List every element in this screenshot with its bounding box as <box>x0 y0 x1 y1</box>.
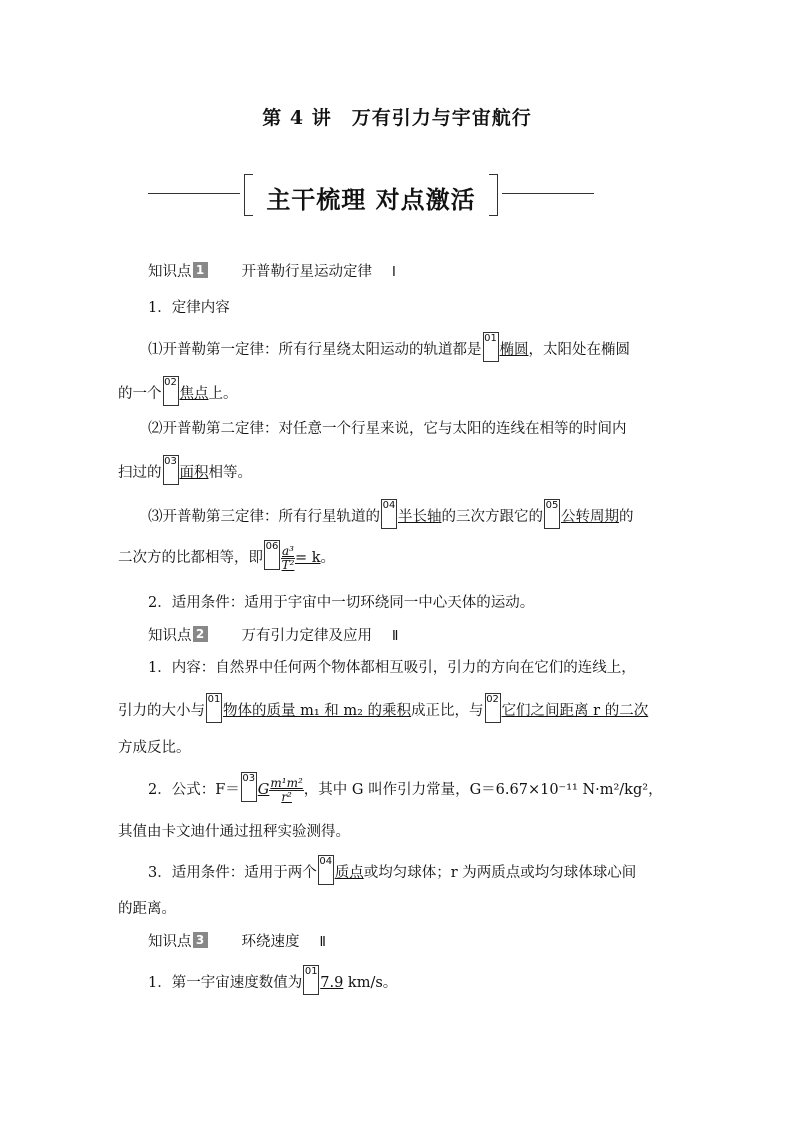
text: ，太阳处在椭圆 <box>528 342 630 358</box>
kp1-law1-line2 <box>118 376 676 406</box>
kp2-heading <box>148 624 676 645</box>
blank-number: 02 <box>486 694 499 705</box>
section-banner <box>148 172 594 218</box>
answer-blank <box>206 693 222 723</box>
blank-number: 04 <box>382 500 396 511</box>
banner-text: 主干梳理 对点激活 <box>266 185 476 214</box>
kp3-item1 <box>148 965 676 995</box>
text: 引力的大小与 <box>118 703 205 719</box>
text: 扫过的 <box>118 465 162 481</box>
kp2-formula-note: 其值由卡文迪什通过扭秤实验测得。 <box>118 824 350 840</box>
kp1-law1-line1 <box>148 332 676 362</box>
fraction-denominator: T² <box>281 557 295 572</box>
answer-blank <box>264 540 280 570</box>
answer-text: 质点 <box>334 865 364 881</box>
formula-fraction <box>281 545 295 572</box>
kp-label: 知识点 <box>148 264 192 280</box>
text: 成正比，与 <box>411 703 484 719</box>
kp-level: Ⅰ <box>392 265 396 280</box>
answer-text: 面积 <box>179 465 209 481</box>
kp1-law3-line1 <box>148 499 676 529</box>
answer-text: 物体的质量 m₁ 和 m₂ 的乘积 <box>223 703 412 719</box>
kp-title: 万有引力定律及应用 <box>241 628 372 644</box>
kp-level: Ⅱ <box>392 629 399 644</box>
blank-number: 03 <box>164 456 177 467</box>
kp2-formula-line <box>148 772 676 804</box>
kp1-law3-line2 <box>118 540 676 572</box>
text: km/s。 <box>343 975 398 991</box>
fraction-numerator: m¹m² <box>270 775 303 790</box>
text: 的一个 <box>118 386 162 402</box>
banner-rule-right <box>502 193 594 194</box>
blank-number: 01 <box>484 333 497 344</box>
text: ⑶开普勒第三定律：所有行星轨道的 <box>148 509 380 525</box>
kp-number-badge: 1 <box>193 262 208 278</box>
blank-number: 06 <box>265 541 279 552</box>
answer-blank <box>483 332 499 362</box>
blank-number: 05 <box>545 500 559 511</box>
kp1-law2-line2 <box>118 455 676 485</box>
text: 的三次方跟它的 <box>441 509 543 525</box>
answer-text: 半长轴 <box>398 509 442 525</box>
kp2-content-line2 <box>118 693 676 723</box>
kp2-content-line1: 1．内容：自然界中任何两个物体都相互吸引，引力的方向在它们的连线上， <box>148 660 636 676</box>
text: 3．适用条件：适用于两个 <box>148 865 317 881</box>
text: 1．第一宇宙速度数值为 <box>148 975 303 991</box>
kp1-law2-line1: ⑵开普勒第二定律：对任意一个行星来说，它与太阳的连线在相等的时间内 <box>148 421 627 437</box>
kp-title: 开普勒行星运动定律 <box>241 264 372 280</box>
kp1-heading <box>148 260 676 281</box>
fraction-numerator: a³ <box>282 543 294 558</box>
answer-blank <box>303 965 319 995</box>
kp-level: Ⅱ <box>319 935 326 950</box>
blank-number: 03 <box>242 773 256 784</box>
answer-text: G <box>257 782 270 798</box>
blank-number: 04 <box>319 856 333 867</box>
kp1-condition: 2．适用条件：适用于宇宙中一切环绕同一中心天体的运动。 <box>148 595 535 611</box>
banner-bracket-right <box>489 174 498 216</box>
kp2-content-line3: 方成反比。 <box>118 740 191 756</box>
answer-blank <box>544 499 560 529</box>
kp-label: 知识点 <box>148 628 192 644</box>
formula-fraction <box>269 777 303 804</box>
kp2-condition-line2: 的距离。 <box>118 901 176 917</box>
answer-text: 公转周期 <box>561 509 619 525</box>
answer-text: 7.9 <box>320 975 344 991</box>
blank-number: 01 <box>304 966 318 977</box>
answer-text: 它们之间距离 r 的二次 <box>501 703 649 719</box>
kp1-item-heading: 1．定律内容 <box>148 300 230 316</box>
text: ⑴开普勒第一定律：所有行星绕太阳运动的轨道都是 <box>148 342 482 358</box>
fraction-denominator: r² <box>281 789 292 804</box>
answer-text: 焦点 <box>179 386 209 402</box>
blank-number: 01 <box>207 694 221 705</box>
answer-blank <box>381 499 397 529</box>
kp3-heading <box>148 930 676 951</box>
answer-blank <box>241 772 257 802</box>
answer-text: 椭圆 <box>499 342 529 358</box>
answer-blank <box>163 376 179 406</box>
text: 上。 <box>208 386 238 402</box>
page-title: 第 4 讲 万有引力与宇宙航行 <box>262 107 532 129</box>
answer-text: = k <box>294 550 321 566</box>
text: 二次方的比都相等，即 <box>118 550 263 566</box>
text: 2．公式：F＝ <box>148 782 240 798</box>
kp-title: 环绕速度 <box>241 934 300 950</box>
answer-blank <box>318 855 334 885</box>
kp-number-badge: 2 <box>193 626 208 642</box>
text: 。 <box>320 550 336 566</box>
answer-blank <box>163 455 179 485</box>
text: 的 <box>619 509 634 525</box>
text: ，其中 G 叫作引力常量，G＝6.67×10⁻¹¹ N·m²/kg²， <box>303 782 663 798</box>
text: 相等。 <box>208 465 252 481</box>
answer-blank <box>485 693 501 723</box>
kp-label: 知识点 <box>148 934 192 950</box>
kp-number-badge: 3 <box>193 932 208 948</box>
kp2-condition-line1 <box>148 855 676 885</box>
text: 或均匀球体；r 为两质点或均匀球体球心间 <box>363 865 637 881</box>
blank-number: 02 <box>164 377 177 388</box>
